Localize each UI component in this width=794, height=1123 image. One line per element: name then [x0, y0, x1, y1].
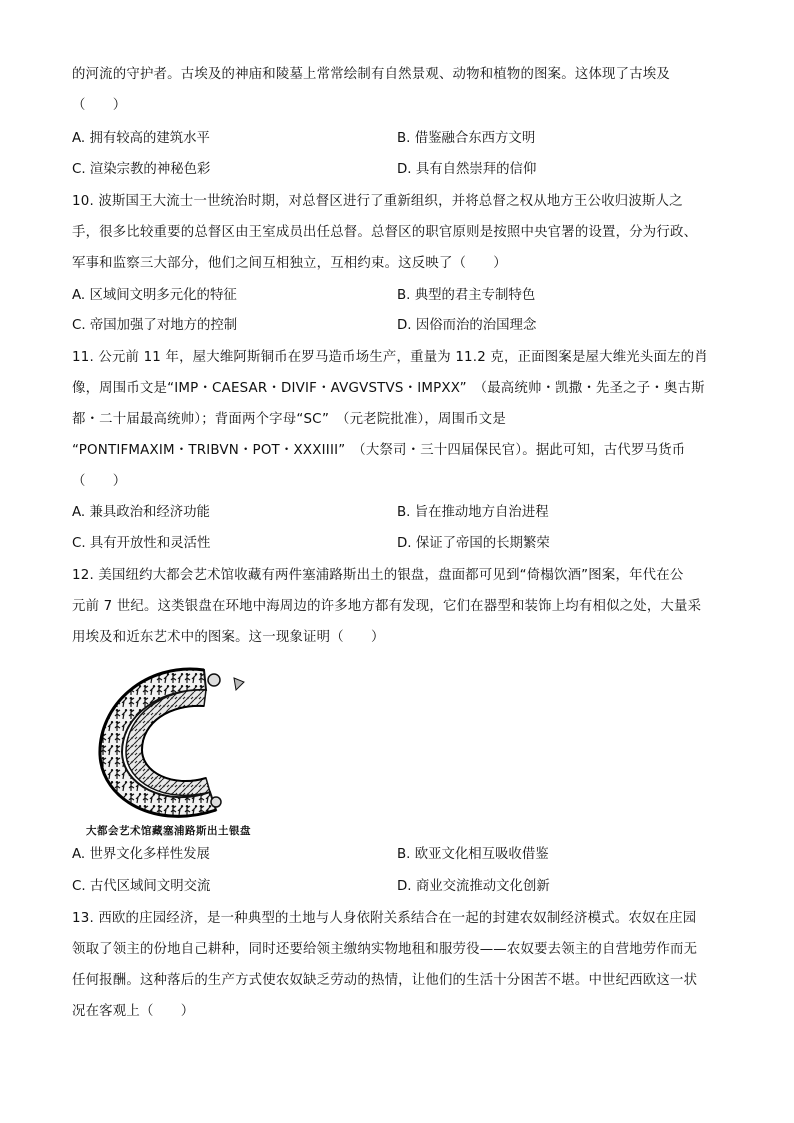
q13-stem-line-4: 况在客观上（ ）: [72, 1004, 195, 1019]
q13-stem-line-3: 任何报酬。这种落后的生产方式使农奴缺乏劳动的热情，让他们的生活十分困苦不堪。中世纪西欧这一状: [72, 973, 698, 988]
q10-option-d: D. 因俗而治的治国理念: [397, 318, 537, 333]
q13-stem-line-1: 13. 西欧的庄园经济，是一种典型的土地与人身依附关系结合在一起的封建农奴制经济模式。农奴在庄园: [72, 911, 697, 926]
q10-option-c: C. 帝国加强了对地方的控制: [72, 318, 238, 333]
q10-stem-line-1: 10. 波斯国王大流士一世统治时期，对总督区进行了重新组织，并将总督之权从地方王公收归波斯人之: [72, 194, 683, 209]
q13-stem-line-2: 领取了领主的份地自己耕种，同时还要给领主缴纳实物地租和服劳役——农奴要去领主的自营地劳作而无: [72, 942, 698, 957]
q12-option-c: C. 古代区域间文明交流: [72, 879, 211, 894]
q12-option-b: B. 欧亚文化相互吸收借鉴: [397, 847, 549, 862]
q12-stem-line-2: 元前 7 世纪。这类银盘在环地中海周边的许多地方都有发现，它们在器型和装饰上均有相似之处，大量采: [72, 599, 702, 614]
figure-caption: 大都会艺术馆藏塞浦路斯出土银盘: [86, 825, 251, 837]
q9-option-d: D. 具有自然崇拜的信仰: [397, 162, 537, 177]
q11-answer-blank: （ ）: [72, 474, 127, 489]
q11-option-c: C. 具有开放性和灵活性: [72, 536, 211, 551]
q11-option-b: B. 旨在推动地方自治进程: [397, 505, 549, 520]
q9-answer-blank: （ ）: [72, 98, 127, 113]
q11-stem-line-4: “PONTIFMAXIM・TRIBVN・POT・XXXIIII” （大祭司・三十四届保民官）。据此可知，古代罗马货币: [72, 443, 686, 458]
q12-option-d: D. 商业交流推动文化创新: [397, 879, 550, 894]
q10-stem-line-3: 军事和监察三大部分，他们之间互相独立，互相约束。这反映了（ ）: [72, 256, 507, 271]
silver-plate-figure: [86, 660, 256, 840]
q11-stem-line-1: 11. 公元前 11 年，屋大维阿斯铜币在罗马造币场生产，重量为 11.2 克，正面图案是屋大维光头面左的肖: [72, 350, 708, 365]
q9-stem-line: 的河流的守护者。古埃及的神庙和陵墓上常常绘制有自然景观、动物和植物的图案。这体现了古埃及: [72, 67, 670, 82]
q10-option-a: A. 区域间文明多元化的特征: [72, 288, 237, 303]
q9-option-c: C. 渲染宗教的神秘色彩: [72, 162, 211, 177]
q11-option-a: A. 兼具政治和经济功能: [72, 505, 210, 520]
q10-option-b: B. 典型的君主专制特色: [397, 288, 536, 303]
q11-option-d: D. 保证了帝国的长期繁荣: [397, 536, 550, 551]
q12-option-a: A. 世界文化多样性发展: [72, 847, 210, 862]
silver-plate-image: [86, 660, 256, 825]
q9-option-b: B. 借鉴融合东西方文明: [397, 131, 536, 146]
q9-option-a: A. 拥有较高的建筑水平: [72, 131, 210, 146]
q10-stem-line-2: 手，很多比较重要的总督区由王室成员出任总督。总督区的职官原则是按照中央官署的设置，分为行政、: [72, 225, 698, 240]
q11-stem-line-2: 像，周围币文是“IMP・CAESAR・DIVIF・AVGVSTVS・IMPXX” （最高统帅・凯撒・先圣之子・奥古斯: [72, 381, 705, 396]
q12-stem-line-3: 用埃及和近东艺术中的图案。这一现象证明（ ）: [72, 630, 385, 645]
q12-stem-line-1: 12. 美国纽约大都会艺术馆收藏有两件塞浦路斯出土的银盘，盘面都可见到“倚榻饮酒”图案，年代在公: [72, 568, 684, 583]
q11-stem-line-3: 都・二十届最高统帅）；背面两个字母“SC” （元老院批准），周围币文是: [72, 412, 506, 427]
